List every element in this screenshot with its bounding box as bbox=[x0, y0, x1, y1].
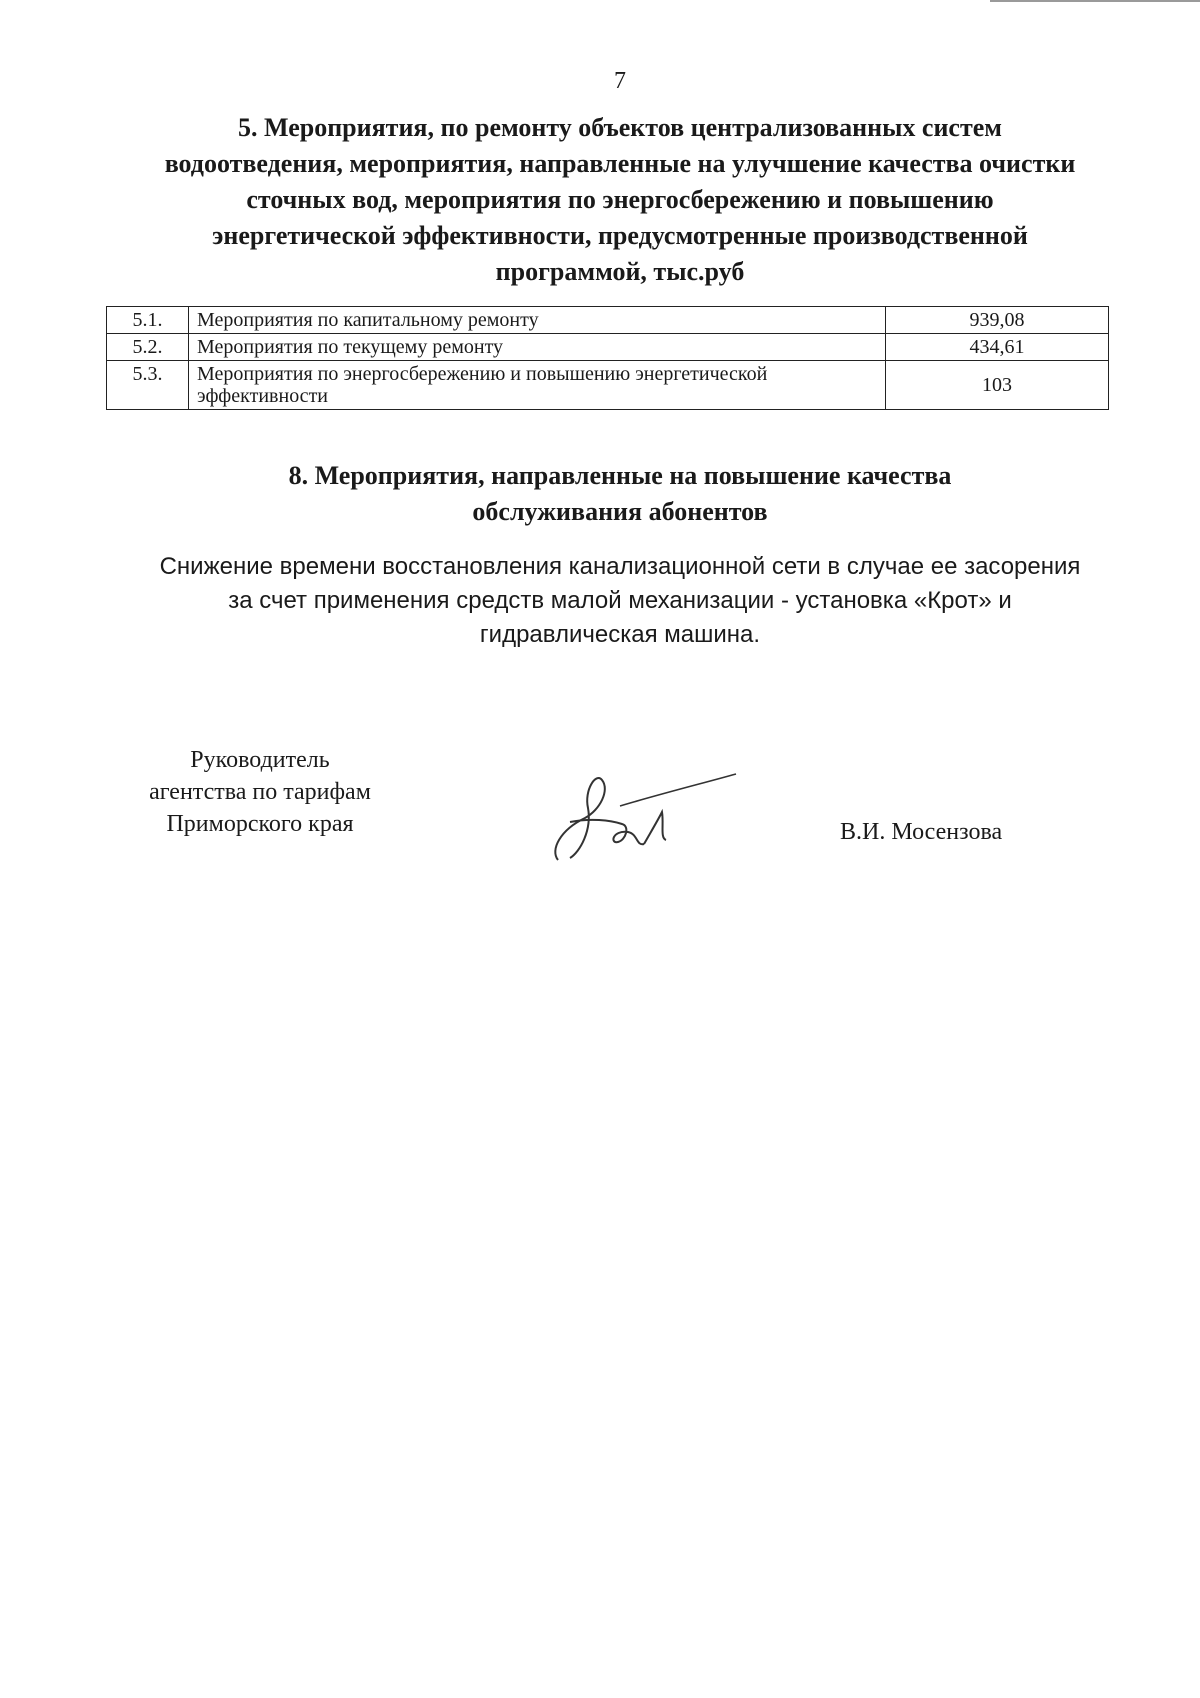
scan-edge-line bbox=[990, 0, 1200, 2]
signer-position-line: Приморского края bbox=[166, 811, 354, 837]
body-text-line: гидравлическая машина. bbox=[479, 621, 761, 648]
body-text-line: за счет применения средств малой механизации - установка «Крот» и bbox=[228, 587, 1012, 614]
table-row bbox=[107, 334, 1109, 361]
signer-name: В.И. Мосензова bbox=[840, 819, 1003, 845]
section-8-body bbox=[60, 550, 1180, 652]
signer-position-line: Руководитель bbox=[190, 747, 330, 773]
row-name-cell: Мероприятия по энергосбережению и повышению энергетической эффективности bbox=[189, 361, 886, 410]
section-5-title-line: водоотведения, мероприятия, направленные на улучшение качества очистки bbox=[164, 149, 1076, 178]
body-text-line: Снижение времени восстановления канализационной сети в случае ее засорения bbox=[159, 553, 1081, 580]
row-number-cell: 5.2. bbox=[107, 334, 189, 361]
row-name-cell: Мероприятия по текущему ремонту bbox=[189, 334, 886, 361]
section-5-title-line: 5. Мероприятия, по ремонту объектов централизованных систем bbox=[238, 113, 1002, 142]
row-value-cell: 434,61 bbox=[886, 334, 1109, 361]
row-value-cell: 939,08 bbox=[886, 307, 1109, 334]
section-5-title bbox=[60, 110, 1180, 290]
page-number: 7 bbox=[614, 68, 626, 94]
signer-position bbox=[90, 744, 430, 840]
section-5-title-line: программой, тыс.руб bbox=[495, 257, 745, 286]
section-5-title-line: сточных вод, мероприятия по энергосбережению и повышению bbox=[246, 185, 994, 214]
measures-table bbox=[106, 306, 1109, 410]
section-8-title bbox=[60, 458, 1180, 530]
table-row bbox=[107, 361, 1109, 410]
handwritten-signature bbox=[540, 760, 740, 870]
table-row bbox=[107, 307, 1109, 334]
row-value-cell: 103 bbox=[886, 361, 1109, 410]
row-number-cell: 5.3. bbox=[107, 361, 189, 410]
section-8-title-line: 8. Мероприятия, направленные на повышение качества bbox=[288, 461, 952, 490]
section-8-title-line: обслуживания абонентов bbox=[472, 497, 768, 526]
row-number-cell: 5.1. bbox=[107, 307, 189, 334]
signer-position-line: агентства по тарифам bbox=[149, 779, 371, 805]
row-name-cell: Мероприятия по капитальному ремонту bbox=[189, 307, 886, 334]
section-5-title-line: энергетической эффективности, предусмотренные производственной bbox=[212, 221, 1028, 250]
